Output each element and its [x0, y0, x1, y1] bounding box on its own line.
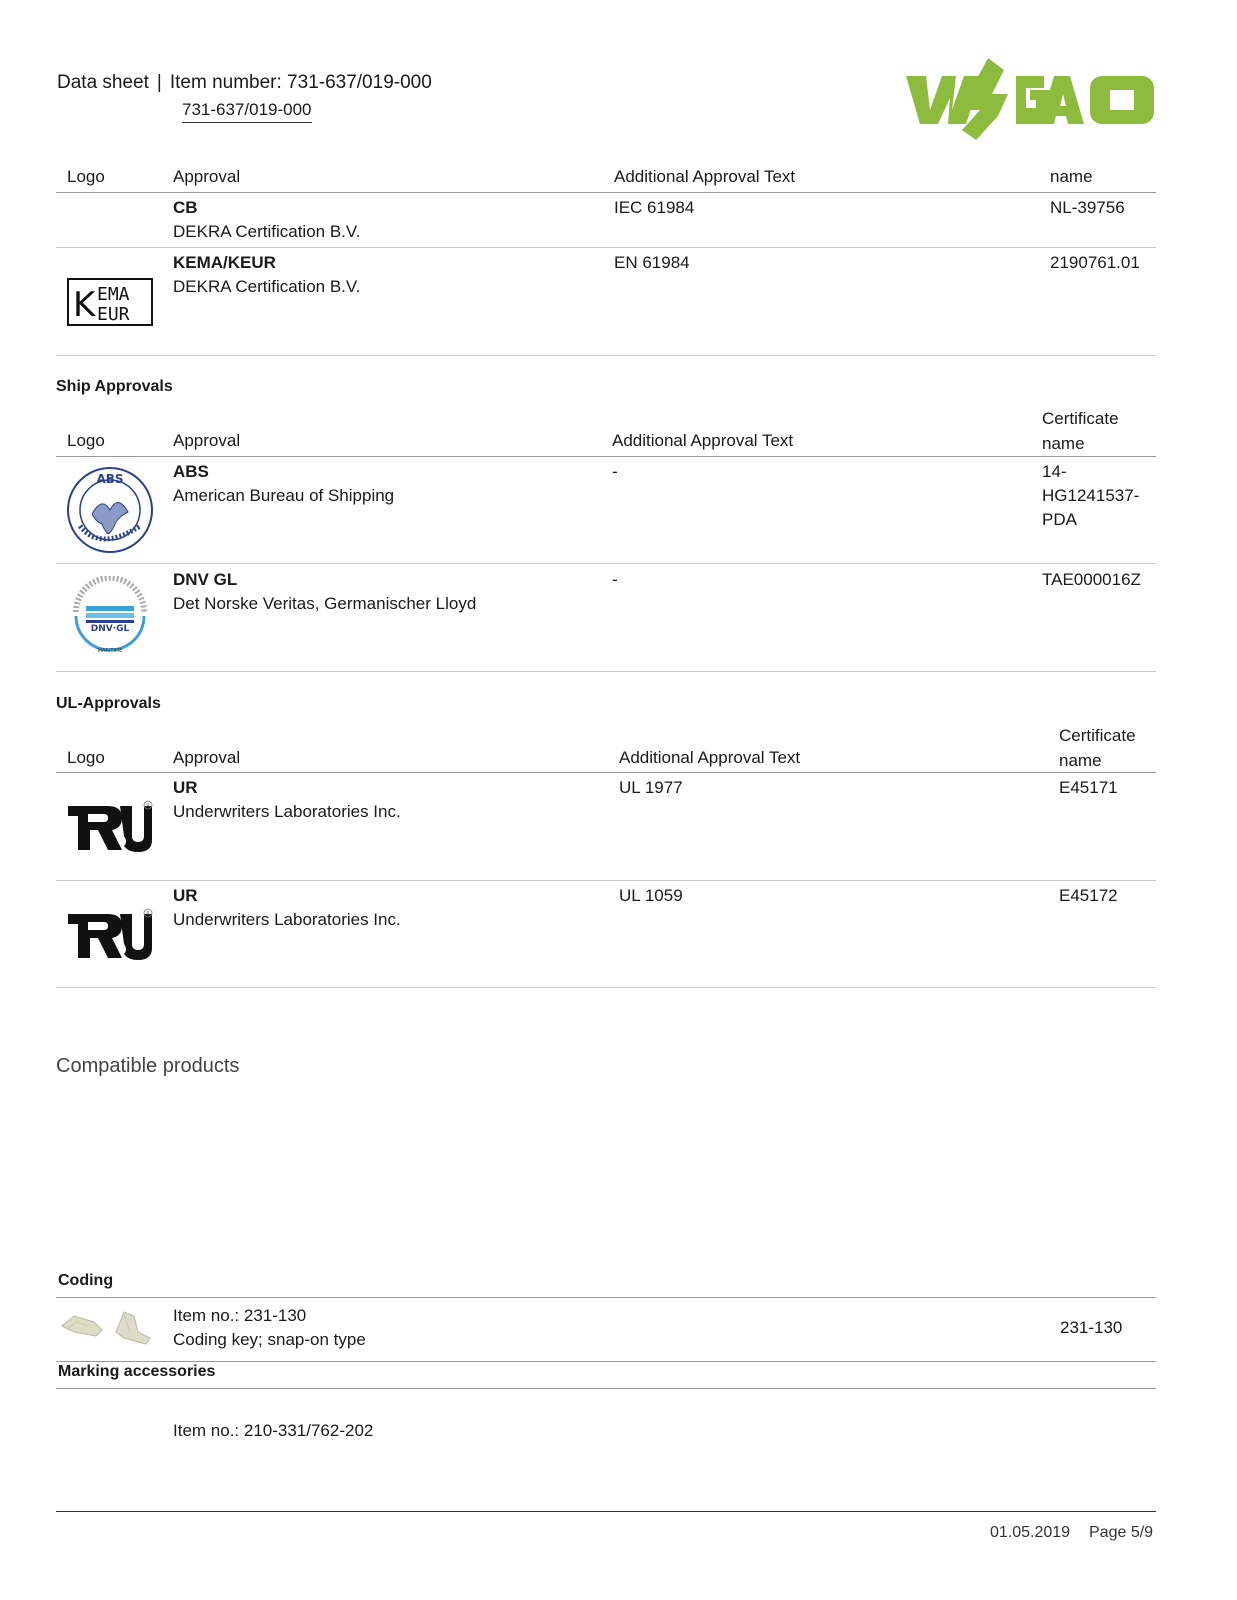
approval-text: EN 61984	[614, 253, 690, 272]
col-approval: Approval	[173, 431, 241, 450]
product-code: 231-130	[1060, 1318, 1123, 1337]
divider	[56, 247, 1156, 248]
cert-name: E45171	[1059, 778, 1118, 797]
divider	[56, 355, 1156, 356]
col-cert-line1: Certificate	[1042, 409, 1119, 428]
cert-name	[1042, 460, 1157, 532]
approval-cell	[173, 776, 401, 824]
title-separator: |	[156, 72, 162, 93]
col-additional-text: Additional Approval Text	[612, 431, 794, 450]
kema-keur-logo	[67, 278, 153, 326]
product-description: Coding key; snap-on type	[173, 1330, 366, 1349]
approval-name: KEMA/KEUR	[173, 253, 276, 272]
approval-issuer: Underwriters Laboratories Inc.	[173, 910, 401, 929]
col-cert-line2: name	[1042, 434, 1085, 453]
svg-text:EUR: EUR	[97, 304, 130, 325]
approval-name: UR	[173, 778, 198, 797]
svg-text:K: K	[73, 285, 96, 325]
svg-text:EMA: EMA	[97, 284, 130, 305]
section-title: Ship Approvals	[56, 378, 173, 395]
doc-label: Data sheet	[57, 72, 149, 93]
svg-text:R: R	[146, 911, 150, 917]
footer-rule	[56, 1511, 1156, 1512]
divider	[56, 192, 1156, 193]
approval-text: UL 1977	[619, 778, 683, 797]
section-title: Marking accessories	[58, 1363, 216, 1380]
col-cert-line2: name	[1059, 751, 1102, 770]
approval-text: -	[612, 570, 618, 589]
approval-name: DNV GL	[173, 570, 238, 589]
page-title	[57, 72, 432, 94]
approval-issuer: DEKRA Certification B.V.	[173, 222, 361, 241]
dnv-gl-logo	[70, 576, 150, 656]
item-number-link[interactable]: 731-637/019-000	[182, 100, 312, 123]
footer-page: Page 5/9	[1089, 1524, 1154, 1541]
cert-line: PDA	[1042, 510, 1077, 529]
divider	[56, 1361, 1156, 1362]
divider	[56, 671, 1156, 672]
cert-line: HG1241537-	[1042, 486, 1140, 505]
product-item-number[interactable]: Item no.: 231-130	[173, 1306, 307, 1325]
divider	[56, 772, 1156, 773]
cert-name: E45172	[1059, 886, 1118, 905]
col-cert-line1: Certificate	[1059, 726, 1136, 745]
col-logo: Logo	[67, 431, 105, 450]
approval-text: UL 1059	[619, 886, 683, 905]
divider	[56, 1388, 1156, 1389]
col-logo: Logo	[67, 748, 105, 767]
col-approval: Approval	[173, 167, 241, 186]
approval-cell	[173, 196, 360, 244]
divider	[56, 987, 1156, 988]
cert-name: NL-39756	[1050, 198, 1125, 217]
col-cert-name: name	[1050, 167, 1093, 186]
approval-cell	[173, 251, 360, 299]
col-logo: Logo	[67, 167, 105, 186]
item-number-label: Item number: 731-637/019-000	[169, 72, 432, 93]
product-item-number[interactable]: Item no.: 210-331/762-202	[173, 1421, 374, 1440]
divider	[56, 456, 1156, 457]
col-additional-text: Additional Approval Text	[619, 748, 801, 767]
approval-issuer: DEKRA Certification B.V.	[173, 277, 361, 296]
cert-line: 14-	[1042, 462, 1067, 481]
ur-logo	[66, 908, 154, 962]
section-title: UL-Approvals	[56, 695, 161, 712]
svg-text:R: R	[146, 803, 150, 809]
ur-logo	[66, 800, 154, 854]
col-additional-text: Additional Approval Text	[614, 167, 796, 186]
approval-name: UR	[173, 886, 198, 905]
abs-logo	[66, 466, 154, 554]
approval-issuer: Det Norske Veritas, Germanischer Lloyd	[173, 594, 477, 613]
svg-text:MARITIME: MARITIME	[97, 648, 123, 654]
approval-name: ABS	[173, 462, 209, 481]
cert-name: TAE000016Z	[1042, 570, 1141, 589]
approval-issuer: American Bureau of Shipping	[173, 486, 395, 505]
divider	[56, 563, 1156, 564]
approval-issuer: Underwriters Laboratories Inc.	[173, 802, 401, 821]
section-heading: Compatible products	[56, 1055, 240, 1077]
wago-logo	[906, 58, 1156, 142]
approval-name: CB	[173, 198, 198, 217]
approval-cell	[173, 884, 401, 932]
svg-text:ABS: ABS	[96, 472, 124, 486]
footer-date: 01.05.2019	[990, 1524, 1071, 1541]
product-cell	[173, 1304, 366, 1352]
col-cert-name	[1059, 723, 1136, 773]
col-cert-name	[1042, 406, 1119, 456]
approval-cell	[173, 568, 476, 616]
col-approval: Approval	[173, 748, 241, 767]
coding-key-image	[58, 1302, 154, 1346]
approval-cell	[173, 460, 394, 508]
divider	[56, 880, 1156, 881]
svg-text:DNV·GL: DNV·GL	[90, 624, 130, 634]
divider	[56, 1297, 1156, 1298]
cert-name: 2190761.01	[1050, 253, 1140, 272]
approval-text: -	[612, 462, 618, 481]
section-title: Coding	[58, 1272, 114, 1289]
approval-text: IEC 61984	[614, 198, 695, 217]
